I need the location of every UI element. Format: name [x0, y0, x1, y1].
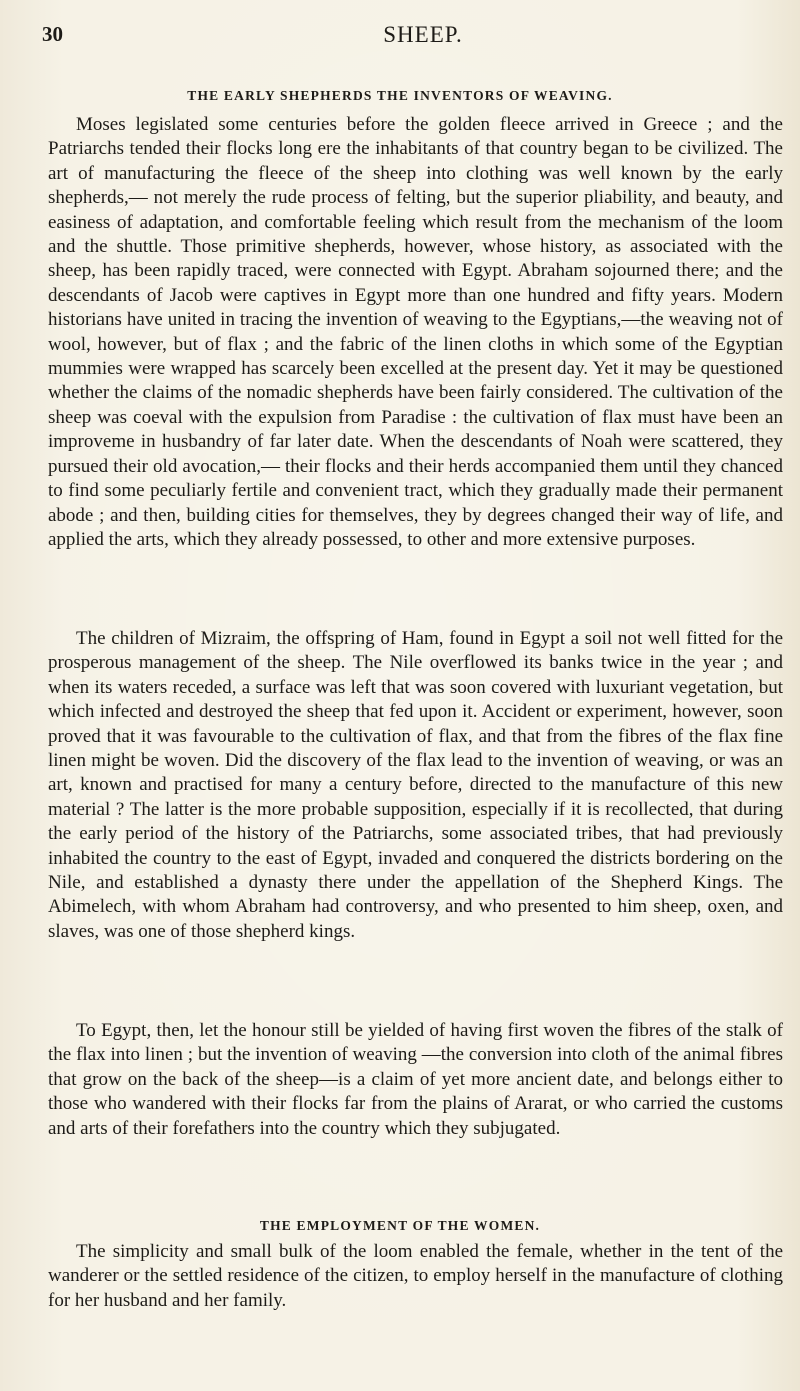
running-title: SHEEP. — [383, 22, 463, 47]
paragraph-to-egypt-then: To Egypt, then, let the honour still be yielded of having first woven the fibres of the stalk of the flax into linen ; but the invention of weaving —the conversion into cloth of the animal fibres that grow on the back of the sheep—is a claim of yet more ancient date, and belongs either to those who wandered with their flocks far from the plains of Ararat, or who carried the customs and arts of their forefathers into the country which they subjugated. — [48, 1020, 783, 1139]
section-heading-early-shepherds: THE EARLY SHEPHERDS THE INVENTORS OF WEAVING. — [187, 88, 613, 103]
page-number: 30 — [42, 22, 63, 46]
paragraph-simplicity-of-loom: The simplicity and small bulk of the loom enabled the female, whether in the tent of the wanderer or the settled residence of the citizen, to employ herself in the manufacture of clothing for her husband and her family. — [48, 1241, 783, 1311]
running-head — [38, 22, 778, 52]
paragraph-moses-legislated: Moses legislated some centuries before the golden fleece arrived in Greece ; and the Patriarchs tended their flocks long ere the inhabitants of that country began to be civilized. The art of manufacturing the fleece of the sheep into clothing was well known by the early shepherds,— not merely the rude process of felting, but the superior pliability, and beauty, and easiness of adaptation, and comfortable feeling which result from the mechanism of the loom and the shuttle. Those primitive shepherds, however, whose history, as associated with the sheep, has been rapidly traced, were connected with Egypt. Abraham sojourned there; and the descendants of Jacob were captives in Egypt more than one hundred and fifty years. Modern historians have united in tracing the invention of weaving to the Egyptians,—the weaving not of wool, however, but of flax ; and the fabric of the linen cloths in which some of the Egyptian mummies were wrapped has scarcely been excelled at the present day. Yet it may be questioned whether the claims of the nomadic shepherds have been fairly considered. The cultivation of the sheep was coeval with the expulsion from Paradise : the cultivation of flax must have been an improveme in husbandry of far later date. When the descendants of Noah were scattered, they pursued their old avocation,— their flocks and their herds accompanied them until they chanced to find some peculiarly fertile and convenient tract, which they gradually made their permanent abode ; and then, building cities for themselves, they by degrees changed their way of life, and applied the arts, which they already possessed, to other and more extensive purposes. — [48, 114, 783, 550]
paragraph-children-of-mizraim: The children of Mizraim, the offspring of Ham, found in Egypt a soil not well fitted for the prosperous management of the sheep. The Nile overflowed its banks twice in the year ; and when its waters receded, a surface was left that was soon covered with luxuriant vegetation, but which infected and destroyed the sheep that fed upon it. Accident or experiment, however, soon proved that it was favourable to the cultivation of flax, and that from the fibres of the flax fine linen might be woven. Did the discovery of the flax lead to the invention of weaving, or was an art, known and practised for many a century before, directed to the manufacture of this new material ? The latter is the more probable supposition, especially if it is recollected, that during the early period of the history of the Patriarchs, some associated tribes, that had previously inhabited the country to the east of Egypt, invaded and conquered the districts bordering on the Nile, and established a dynasty there under the appellation of the Shepherd Kings. The Abimelech, with whom Abraham had controversy, and who presented to him sheep, oxen, and slaves, was one of those shepherd kings. — [48, 628, 783, 942]
section-heading-employment-of-women: THE EMPLOYMENT OF THE WOMEN. — [259, 1218, 541, 1233]
